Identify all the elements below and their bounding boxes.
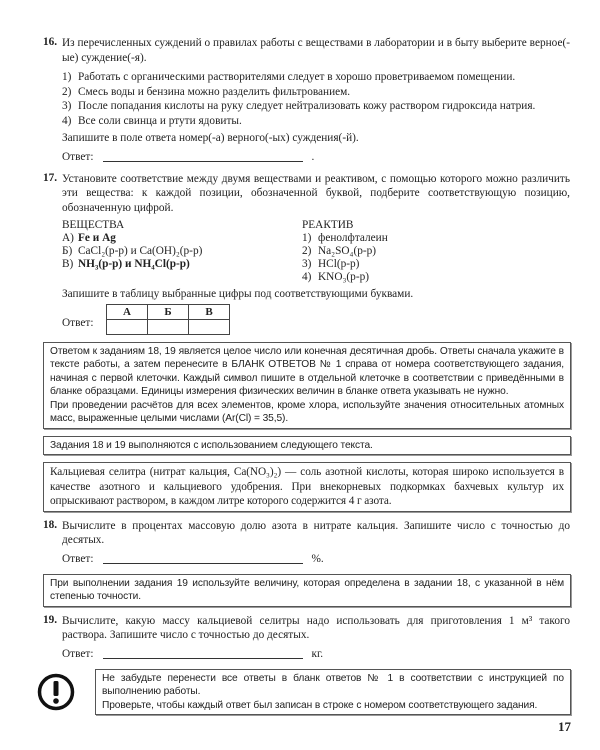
answer-cell-b[interactable] <box>148 319 189 334</box>
question-18 <box>43 519 570 567</box>
answer-cell-c[interactable] <box>189 319 230 334</box>
item-number: 4) <box>302 271 312 283</box>
reminder-line: Проверьте, чтобы каждый ответ был записан в строке с номером соответствующего задания. <box>102 699 538 711</box>
question-number: 18. <box>43 518 58 531</box>
item-text: Na₂SO₄(р-р) <box>318 245 377 257</box>
item-text: фенолфталеин <box>318 232 388 244</box>
option-number: 3) <box>62 100 72 112</box>
source-text: Кальциевая селитра (нитрат кальция, Ca(NO₃)₂) — соль азотной кислоты, которая широко используется в качестве азотного и кальциевого удобрения. При внекорневых подкормках бахчевых культур их опрыскивают раствором, в каждом литре которого содержится 4 г азота. <box>50 466 564 507</box>
item-number: 3) <box>302 258 312 270</box>
column-header: ВЕЩЕСТВА <box>62 219 125 231</box>
answer-cell-a[interactable] <box>107 319 148 334</box>
option <box>62 70 570 85</box>
answer-label: Ответ: <box>62 317 94 329</box>
instructions-paragraph: Ответом к заданиям 18, 19 является целое число или конечная десятичная дробь. Ответы сначала укажите в тексте работы, а затем перенесите в БЛАНК ОТВЕТОВ № 1 справа от номера соответствующего задания, начиная с первой клеточки. Каждый символ пишите в отдельной клеточке в соответствии с приведёнными в бланке образцами. Единицы измерения физических величин в бланке ответа указывать не нужно. <box>50 345 564 397</box>
substance-item <box>62 245 302 258</box>
option-text: Смесь воды и бензина можно разделить фильтрованием. <box>78 85 351 98</box>
answer-field[interactable] <box>62 150 570 165</box>
item-letter: Б) <box>62 245 73 257</box>
option-number: 2) <box>62 85 72 98</box>
answer-label: Ответ: <box>62 150 94 163</box>
options-list <box>62 70 570 128</box>
substance-item <box>62 232 302 245</box>
answer-label: Ответ: <box>62 647 94 660</box>
option-text: Все соли свинца и ртути ядовиты. <box>78 114 242 127</box>
reagent-item <box>302 245 388 258</box>
answer-field[interactable] <box>62 552 570 567</box>
question-text: Вычислите, какую массу кальциевой селитры надо использовать для приготовления 1 м³ такого раствора. Запишите число с точностью до десятых. <box>62 614 570 641</box>
table-header: В <box>189 304 230 319</box>
precision-note: При выполнении задания 19 используйте величину, которая определена в задании 18, с указанной в нём степенью точности. <box>50 577 564 602</box>
instruction: Запишите в таблицу выбранные цифры под соответствующими буквами. <box>62 288 414 300</box>
precision-box <box>43 574 571 607</box>
column-header: РЕАКТИВ <box>302 219 354 231</box>
text-intro-box <box>43 436 571 456</box>
question-number: 19. <box>43 613 58 626</box>
item-letter: В) <box>62 258 74 270</box>
item-text: NH₃(р-р) и NH₄Cl(р-р) <box>78 258 190 270</box>
reminder-box <box>95 669 571 716</box>
reminder-row <box>43 669 571 716</box>
question-text: Установите соответствие между двумя веществами и реактивом, с помощью которого можно различить эти вещества: к каждой позиции, обозначенной буквой, подберите соответствующую позицию, обозначенную цифрой. <box>62 172 570 214</box>
question-text: Вычислите в процентах массовую долю азота в нитрате кальция. Запишите число с точностью до десятых. <box>62 519 570 546</box>
question-16 <box>43 36 570 165</box>
page-content <box>43 36 571 735</box>
item-text: Fe и Ag <box>78 232 116 244</box>
item-text: HCl(р-р) <box>318 258 360 270</box>
table-header: Б <box>148 304 189 319</box>
question-text: Из перечисленных суждений о правилах работы с веществами в лаборатории и в быту выберите верное(-ые) суждение(-я). <box>62 37 570 64</box>
table-header: А <box>107 304 148 319</box>
option <box>62 99 570 114</box>
option-text: Работать с органическими растворителями следует в хорошо проветриваемом помещении. <box>78 71 516 83</box>
question-17 <box>43 172 570 335</box>
item-letter: А) <box>62 232 74 244</box>
option <box>62 85 570 100</box>
option-text: После попадания кислоты на руку следует нейтрализовать кожу раствором гидроксида натрия. <box>78 100 536 112</box>
question-number: 16. <box>43 36 58 48</box>
item-number: 1) <box>302 232 312 244</box>
item-text: CaCl₂(р-р) и Ca(OH)₂(р-р) <box>78 245 203 257</box>
instructions-paragraph: При проведении расчётов для всех элементов, кроме хлора, используйте значения относительных атомных масс, выраженные целыми числами (Ar(Cl) = 35,5). <box>50 399 564 424</box>
instructions-box <box>43 342 571 429</box>
exclamation-circle-icon <box>37 673 75 711</box>
instruction: Запишите в поле ответа номер(-а) верного(-ых) суждения(-й). <box>62 132 359 144</box>
reagent-item <box>302 232 388 245</box>
reagent-item <box>302 258 388 271</box>
option <box>62 114 570 129</box>
question-number: 17. <box>43 171 58 184</box>
answer-table-row <box>62 304 570 335</box>
substances-column <box>62 219 302 284</box>
source-text-box <box>43 462 571 512</box>
text-intro: Задания 18 и 19 выполняются с использованием следующего текста. <box>50 439 373 451</box>
answer-field[interactable] <box>62 647 570 662</box>
reagent-item <box>302 271 388 284</box>
matching-columns <box>62 219 570 284</box>
answer-table <box>106 304 230 335</box>
answer-line[interactable] <box>103 562 303 564</box>
reminder-line: Не забудьте перенести все ответы в бланк ответов № 1 в соответствии с инструкцией по выполнению работы. <box>102 672 564 697</box>
substance-item <box>62 258 302 271</box>
answer-suffix: %. <box>311 552 324 565</box>
answer-line[interactable] <box>103 160 303 162</box>
item-number: 2) <box>302 245 312 257</box>
answer-line[interactable] <box>103 657 303 659</box>
answer-suffix: . <box>311 150 315 163</box>
option-number: 1) <box>62 71 72 83</box>
question-19 <box>43 614 570 662</box>
reagents-column <box>302 219 388 284</box>
answer-suffix: кг. <box>311 647 324 660</box>
page-number: 17 <box>558 719 571 734</box>
item-text: KNO₃(р-р) <box>318 271 369 283</box>
answer-label: Ответ: <box>62 552 94 565</box>
option-number: 4) <box>62 114 72 127</box>
